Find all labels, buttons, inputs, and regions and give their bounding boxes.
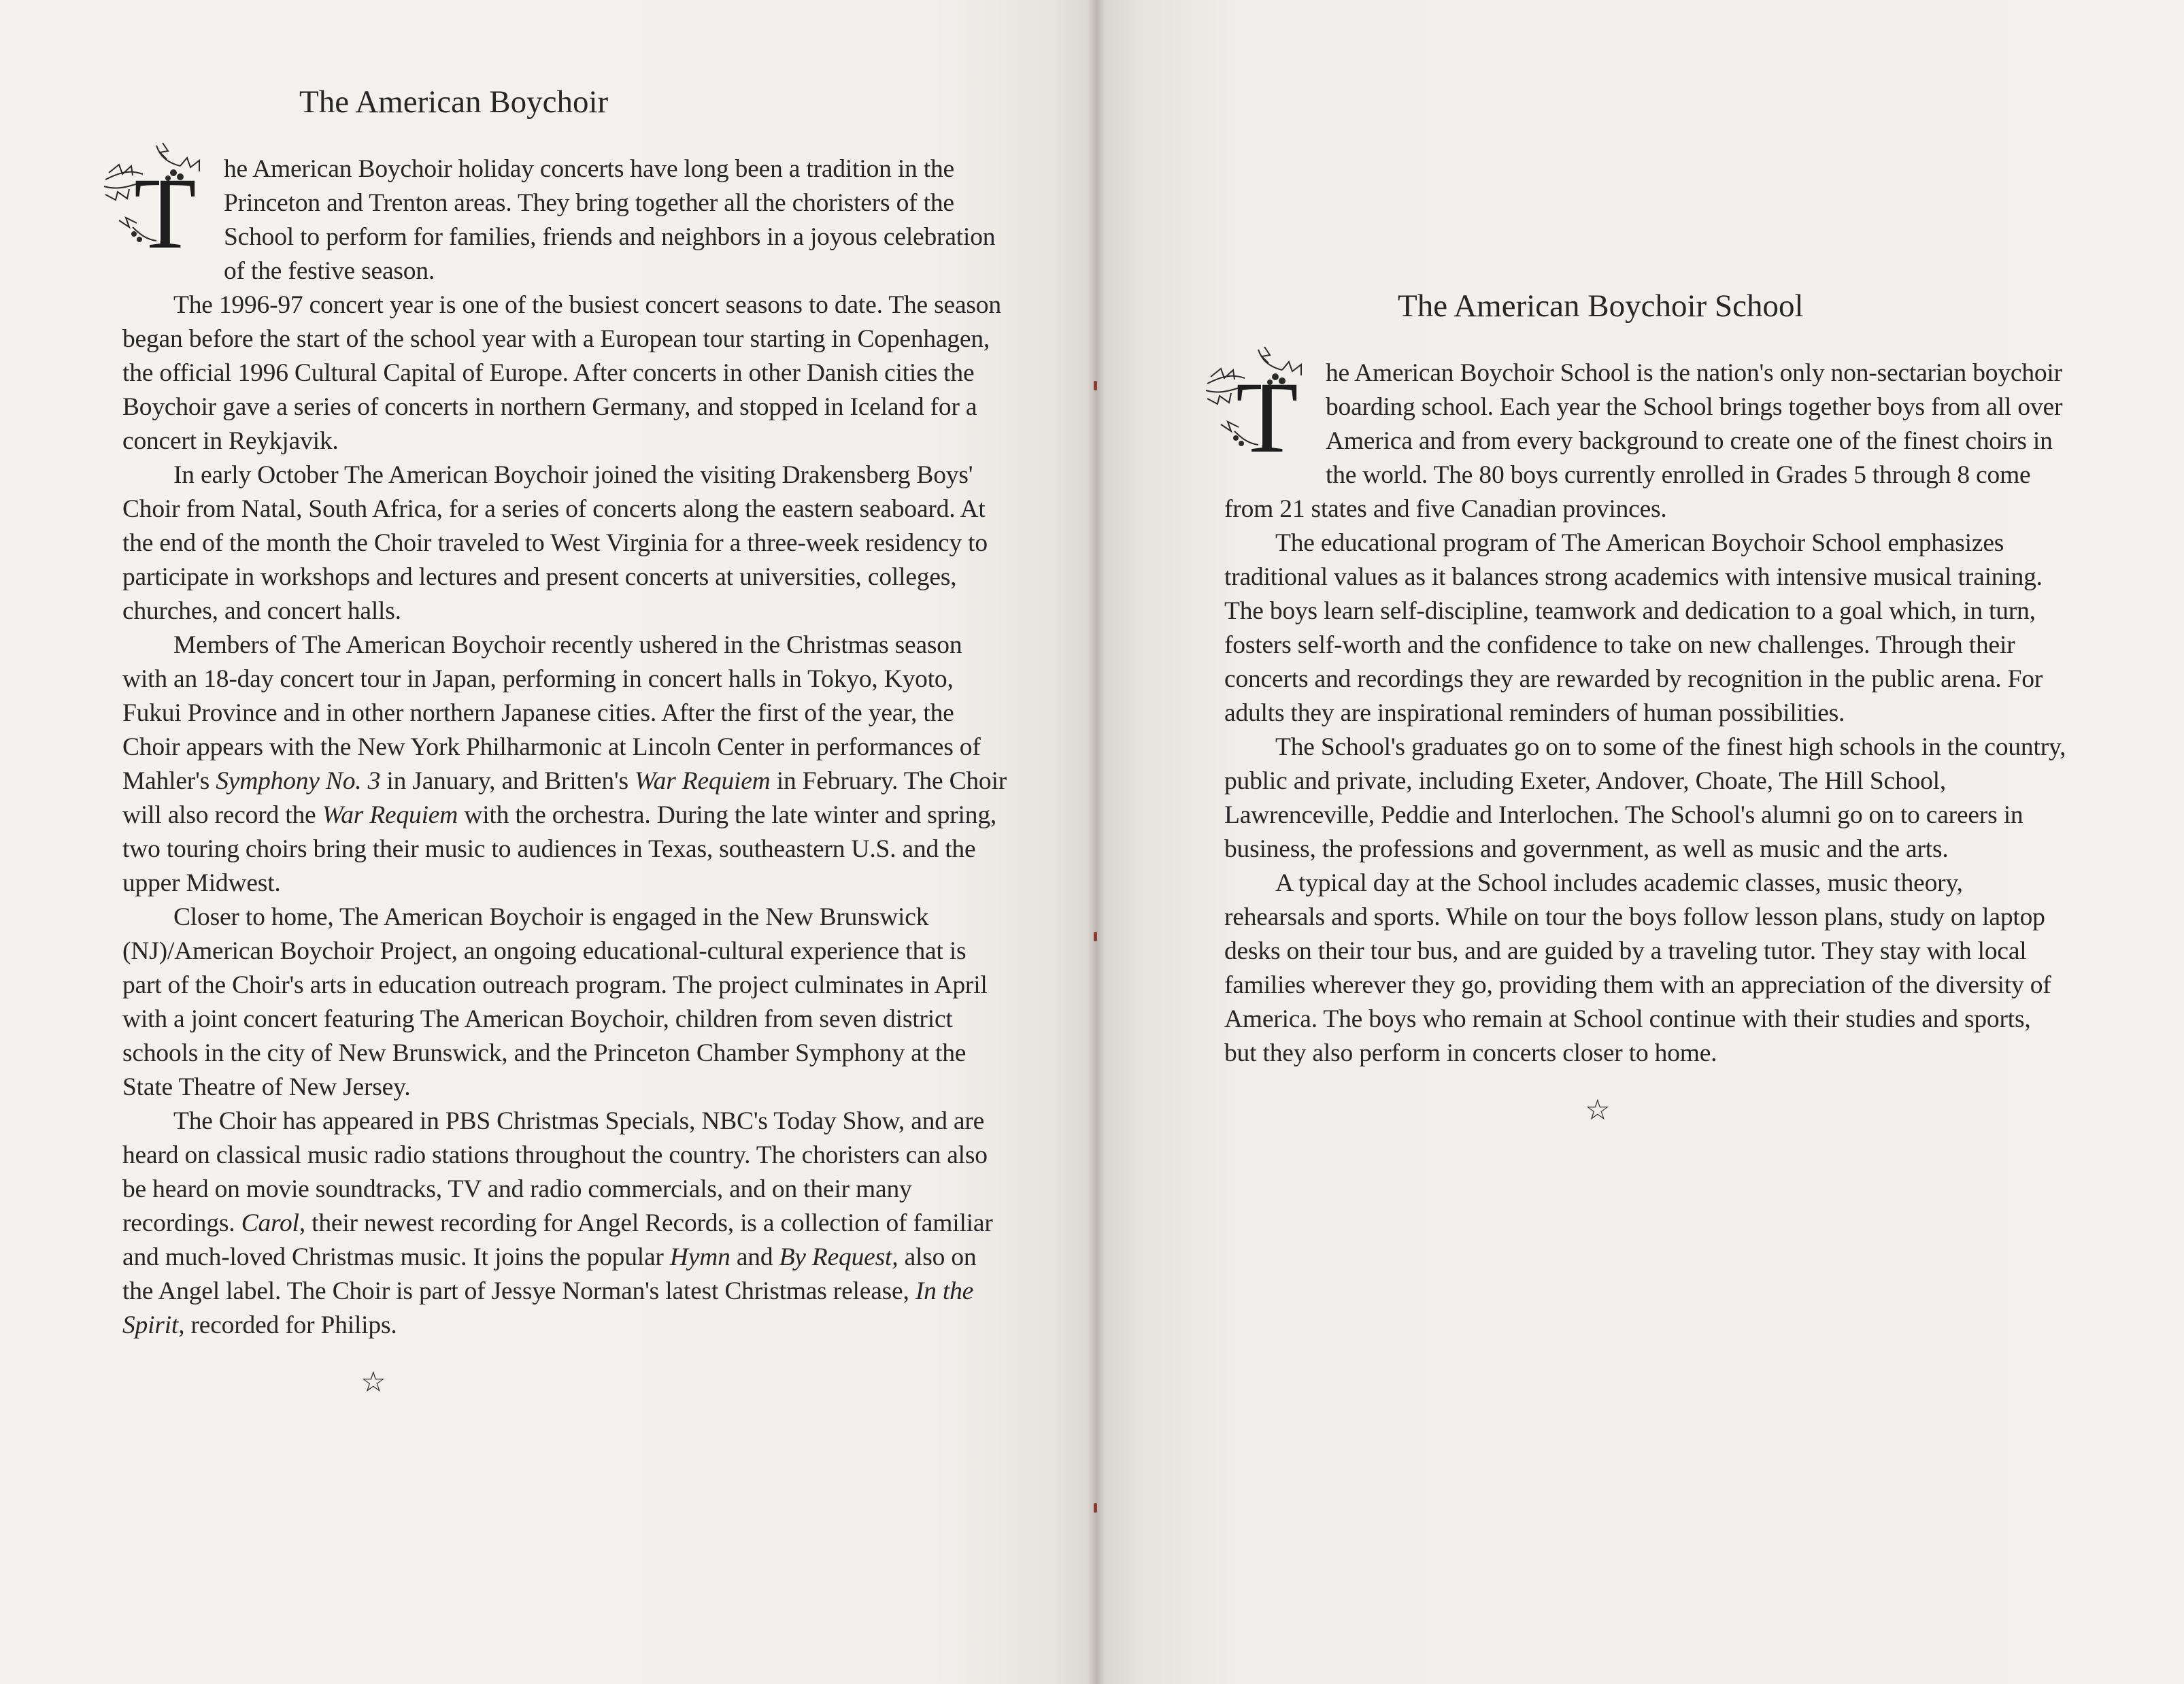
p6-byrequest-title: By Request, xyxy=(779,1243,898,1271)
left-paragraph-1 xyxy=(122,152,1007,288)
p6-text-e: and xyxy=(730,1243,779,1271)
p6-text-g: also on the Angel label. The Choir is part of Jessye Norman's latest Christmas release, xyxy=(122,1243,977,1305)
left-page-title: The American Boychoir xyxy=(299,84,609,120)
right-paragraph-4: A typical day at the School includes academic classes, music theory, rehearsals and sports. While on tour the boys follow lesson plans, study on laptop desks on their tour bus, and are guided by a traveling tutor. They stay with local families wherever they go, providing them with an appreciation of the diversity of America. The boys who remain at School continue with their studies and sports, but they also perform in concerts closer to home. xyxy=(1224,869,2051,1067)
left-paragraph-1-text: he American Boychoir holiday concerts have long been a tradition in the Princeton and Trenton areas. They bring together all the choristers of the School to perform for families, friends and neighbors in a joyous celebration of the festive season. xyxy=(224,155,996,285)
right-paragraph-1-text: he American Boychoir School is the nation's only non-sectarian boychoir boarding school. Each year the School brings together boys from all over America and from every background to create one of the finest choirs in the world. The 80 boys currently enrolled in Grades 5 through 8 come from 21 states and five Canadian provinces. xyxy=(1224,359,2063,523)
p4-text-a: Members of The American Boychoir recently ushered in the Christmas season with an 18-day concert tour in Japan, performing in concert halls in Tokyo, Kyoto, Fukui Province and in other northern Japanese cities. After the first of the year, the Choir appears with the New York Philharmonic at Lincoln Center in performances of Mahler's xyxy=(122,631,981,795)
p4-requiem-title: War Requiem xyxy=(635,767,771,795)
left-paragraph-3: In early October The American Boychoir joined the visiting Drakensberg Boys' Choir from Natal, South Africa, for a series of concerts along the eastern seaboard. At the end of the month the Choir traveled to West Virginia for a three-week residency to participate in workshops and lectures and present concerts at universities, colleges, churches, and concert halls. xyxy=(122,461,988,625)
book-gutter xyxy=(1088,0,1105,1684)
p6-inthespirit-title: In the Spirit, xyxy=(122,1277,974,1339)
binding-stitch xyxy=(1094,1503,1097,1513)
left-paragraph-4 xyxy=(122,628,1007,900)
right-page-column xyxy=(1224,286,2068,1128)
p6-carol-title: Carol, xyxy=(241,1209,305,1237)
p6-text-i: recorded for Philips. xyxy=(184,1311,397,1339)
left-page-column xyxy=(122,82,1007,1400)
p4-text-c: in January, and Britten's xyxy=(380,767,635,795)
star-ornament-icon: ☆ xyxy=(360,1367,386,1398)
p4-text-g: with the orchestra. During the late winter and spring, two touring choirs bring their music to audiences in Texas, southeastern U.S. and the upper Midwest. xyxy=(122,801,997,897)
binding-stitch xyxy=(1094,932,1097,941)
p6-text-a: The Choir has appeared in PBS Christmas Specials, NBC's Today Show, and are heard on classical music radio stations throughout the country. The choristers can also be heard on movie soundtracks, TV and radio commercials, and on their many recordings. xyxy=(122,1107,988,1237)
left-paragraph-6 xyxy=(122,1105,1007,1343)
holly-dropcap-icon xyxy=(92,132,221,268)
svg-text:T: T xyxy=(134,157,197,268)
left-paragraph-2: The 1996-97 concert year is one of the busiest concert seasons to date. The season began before the start of the school year with a European tour starting in Copenhagen, the official 1996 Cultural Capital of Europe. After concerts in other Danish cities the Boychoir gave a series of concerts in northern Germany, and stopped in Iceland for a concert in Reykjavik. xyxy=(122,291,1001,455)
p6-text-c: their newest recording for Angel Records, is a collection of familiar and much-loved Christmas music. It joins the popular xyxy=(122,1209,993,1271)
binding-stitch xyxy=(1094,381,1097,390)
svg-text:T: T xyxy=(1236,361,1298,472)
p6-hymn-title: Hymn xyxy=(669,1243,730,1271)
p4-text-e: in February. The Choir will also record the xyxy=(122,767,1007,829)
star-ornament-icon: ☆ xyxy=(1585,1095,1611,1126)
right-paragraph-3: The School's graduates go on to some of the finest high schools in the country, public and private, including Exeter, Andover, Choate, The Hill School, Lawrenceville, Peddie and Interlochen. The School's alumni go on to careers in business, the professions and government, as well as music and the arts. xyxy=(1224,733,2066,863)
p4-symphony-title: Symphony No. 3 xyxy=(216,767,381,795)
right-page-title: The American Boychoir School xyxy=(1398,288,1804,324)
p4-requiem-title-2: War Requiem xyxy=(322,801,458,829)
right-paragraph-2: The educational program of The American Boychoir School emphasizes traditional values as it balances strong academics with intensive musical training. The boys learn self-discipline, teamwork and dedication to a goal which, in turn, fosters self-worth and the confidence to take on new challenges. Through their concerts and recordings they are rewarded by recognition in the public arena. For adults they are inspirational reminders of human possibilities. xyxy=(1224,529,2043,727)
left-paragraph-5: Closer to home, The American Boychoir is engaged in the New Brunswick (NJ)/American Boychoir Project, an ongoing educational-cultural experience that is part of the Choir's arts in education outreach program. The project culminates in April with a joint concert featuring The American Boychoir, children from seven district schools in the city of New Brunswick, and the Princeton Chamber Symphony at the State Theatre of New Jersey. xyxy=(122,903,988,1101)
holly-dropcap-icon xyxy=(1194,336,1323,472)
right-paragraph-1 xyxy=(1224,356,2068,526)
